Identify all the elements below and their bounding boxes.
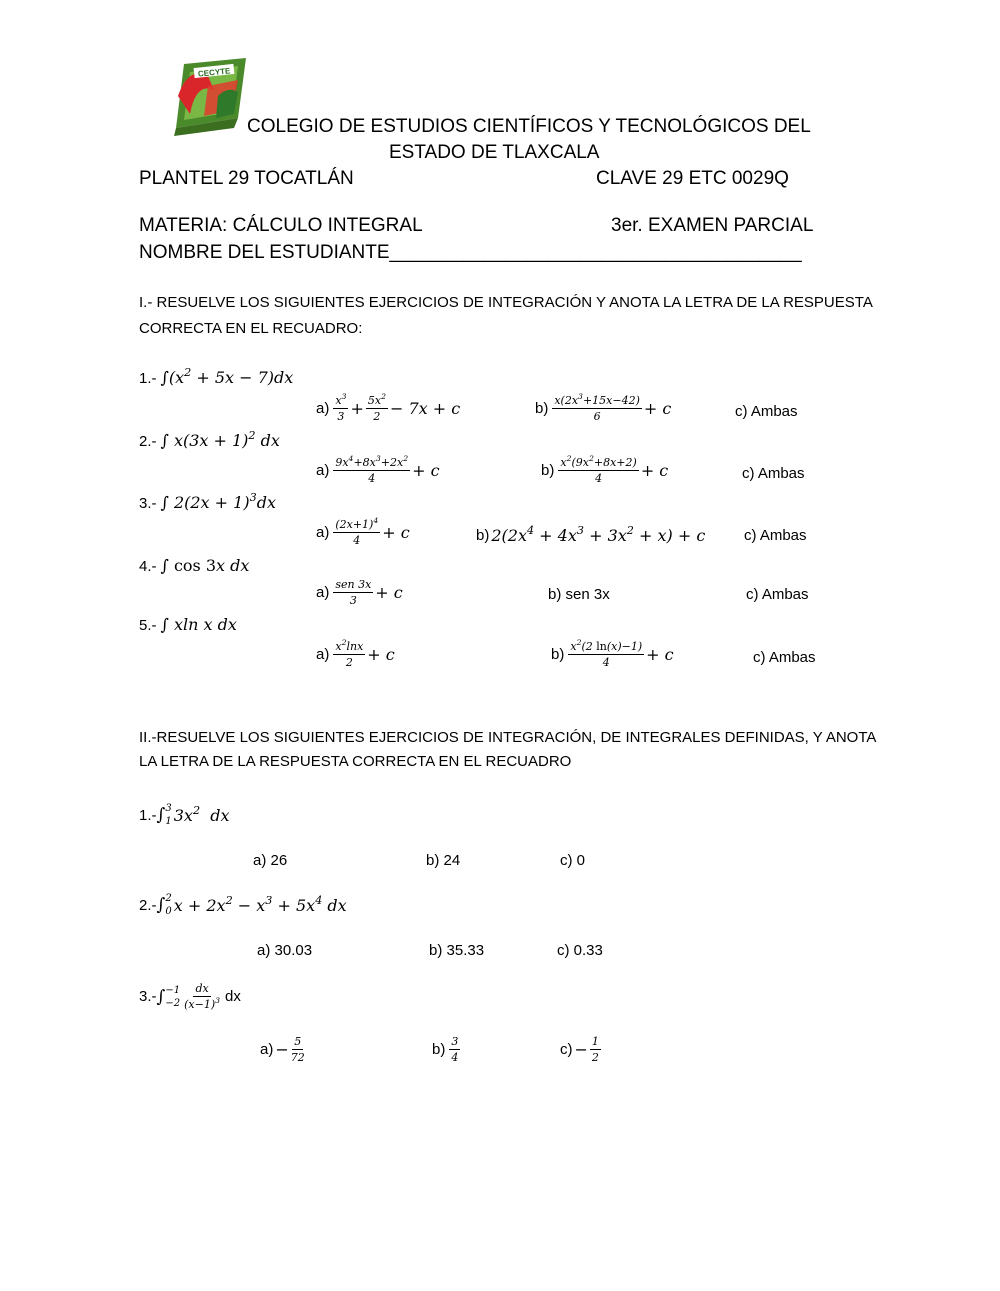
exam-title: 3er. EXAMEN PARCIAL	[611, 215, 814, 236]
s1-question-1: 1.- $\int(x^2 + 5x - 7)dx$	[139, 366, 294, 387]
section2-instructions-line1: II.-RESUELVE LOS SIGUIENTES EJERCICIOS DE INTEGRACIÓN, DE INTEGRALES DEFINIDAS, Y ANOTA	[139, 729, 877, 746]
s1-q2-option-c: c) Ambas	[742, 465, 805, 482]
s1-q5-option-b: b) $\frac{x^2(2 \ln(x)-1)}{4}$ + c	[551, 637, 674, 670]
s2-question-2: 2.- ∫ 2 0 $x + 2x^2 - x^3 + 5x^4$ dx	[139, 893, 347, 917]
s1-q4-option-c: c) Ambas	[746, 586, 809, 603]
s2-q3-option-c: c) − $\frac{1}{2}$	[560, 1035, 599, 1065]
s1-q3-option-c: c) Ambas	[744, 527, 807, 544]
s2-q2-option-a: a) 30.03	[257, 942, 313, 959]
s1-q2-option-a: a) $\frac{9x^4+8x^3+2x^2}{4}$ + c	[316, 453, 440, 486]
s2-q3-option-b: b) $\frac{3}{4}$	[432, 1035, 459, 1065]
s1-q3-option-a: a) $\frac{(2x+1)^4}{4}$ + c	[316, 515, 410, 548]
s2-q1-option-a: a) 26	[253, 852, 288, 869]
s1-q1-option-c: c) Ambas	[735, 403, 798, 420]
section1-instructions-line1: I.- RESUELVE LOS SIGUIENTES EJERCICIOS DE INTEGRACIÓN Y ANOTA LA LETRA DE LA RESPUESTA	[139, 294, 873, 311]
s2-question-3: 3.- ∫ −1 −2 $\frac{dx}{(x-1)^3}$ dx	[139, 982, 241, 1012]
s1-q5-option-a: a) $\frac{x^2\ln x}{2}$ + c	[316, 637, 395, 670]
clave: CLAVE 29 ETC 0029Q	[596, 168, 789, 189]
s1-question-4: 4.- ∫ cos 3x dx	[139, 556, 250, 575]
s1-q4-option-b: b) sen 3x	[548, 586, 610, 603]
s1-q4-option-a: a) $\frac{\text{sen 3x}}{3}$ + c	[316, 578, 403, 608]
student-name-field: NOMBRE DEL ESTUDIANTE_______________________________________	[139, 242, 802, 263]
section1-instructions-line2: CORRECTA EN EL RECUADRO:	[139, 320, 363, 337]
s1-question-2: 2.- ∫ $x(3x + 1)^2$ dx	[139, 429, 280, 450]
s1-q2-option-b: b) $\frac{x^2(9x^2+8x+2)}{4}$ + c	[541, 453, 669, 486]
s1-question-5: 5.- ∫ xln x dx	[139, 615, 237, 634]
s2-q2-option-b: b) 35.33	[429, 942, 485, 959]
s1-q1-option-a: a) $\frac{x^3}{3}$ + $\frac{5x^2}{2}$ − 7x + c	[316, 391, 461, 424]
school-name-line1: COLEGIO DE ESTUDIOS CIENTÍFICOS Y TECNOLÓGICOS DEL	[247, 116, 811, 137]
campus: PLANTEL 29 TOCATLÁN	[139, 168, 354, 189]
s1-q1-option-b: b) $\frac{x(2x^3+15x-42)}{6}$ + c	[535, 391, 672, 424]
school-logo	[168, 56, 250, 138]
cecyte-logo-icon	[168, 56, 250, 138]
s1-q3-option-b: b) $2(2x^4 + 4x^3 + 3x^2 + x) + c$	[476, 524, 706, 545]
school-name-line2: ESTADO DE TLAXCALA	[389, 142, 600, 163]
s2-q1-option-b: b) 24	[426, 852, 461, 869]
section2-instructions-line2: LA LETRA DE LA RESPUESTA CORRECTA EN EL RECUADRO	[139, 753, 572, 770]
s2-q3-option-a: a) − $\frac{5}{72}$	[260, 1035, 305, 1065]
s1-question-3: 3.- ∫ $2(2x + 1)^3dx$	[139, 491, 276, 512]
logo-text: CECYTE	[197, 66, 231, 79]
s2-question-1: 1.- ∫ 3 1 $3x^2$ dx	[139, 803, 230, 827]
s1-q5-option-c: c) Ambas	[753, 649, 816, 666]
s2-q2-option-c: c) 0.33	[557, 942, 603, 959]
subject: MATERIA: CÁLCULO INTEGRAL	[139, 215, 423, 236]
s2-q1-option-c: c) 0	[560, 852, 586, 869]
